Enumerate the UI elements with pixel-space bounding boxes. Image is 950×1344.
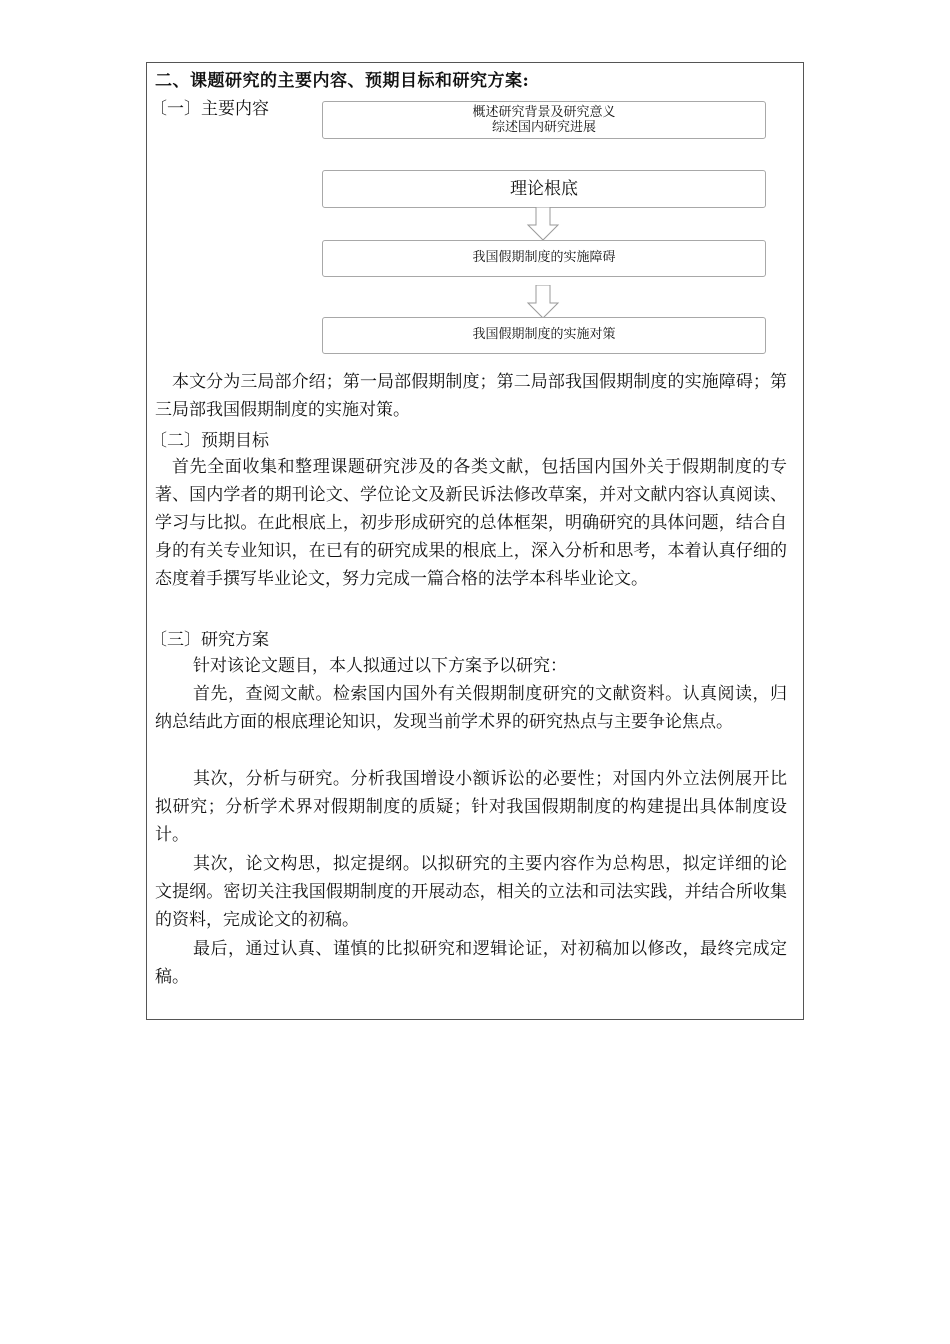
flow-box-theory (322, 170, 766, 208)
part3-heading: 〔三〕研究方案 (150, 630, 269, 650)
flow-box-background-line1: 概述研究背景及研究意义 (472, 105, 616, 120)
flow-box-obstacles (322, 240, 766, 277)
flow-box-theory-label: 理论根底 (510, 179, 578, 199)
flow-box-countermeasures-label: 我国假期制度的实施对策 (472, 327, 616, 342)
flow-box-background-line2: 综述国内研究进展 (491, 120, 596, 135)
down-arrow-icon (526, 207, 560, 241)
section-title: 二、课题研究的主要内容、预期目标和研究方案: (155, 71, 530, 91)
part3-step2: 其次，分析与研究。分析我国增设小额诉讼的必要性；对国内外立法例展开比拟研究；分析学术界对假期制度的质疑；针对我国假期制度的构建提出具体制度设计。 (155, 769, 787, 845)
part3-step1: 首先，查阅文献。检索国内国外有关假期制度研究的文献资料。认真阅读，归纳总结此方面的根底理论知识，发现当前学术界的研究热点与主要争论焦点。 (155, 684, 787, 732)
part3-step4: 最后，通过认真、谨慎的比拟研究和逻辑论证，对初稿加以修改，最终完成定稿。 (155, 939, 787, 987)
part2-text: 首先全面收集和整理课题研究涉及的各类文献，包括国内国外关于假期制度的专著、国内学者的期刊论文、学位论文及新民诉法修改草案，并对文献内容认真阅读、学习与比拟。在此根底上，初步形成研究的总体框架，明确研究的具体问题，结合自身的有关专业知识，在已有的研究成果的根底上，深入分析和思考，本着认真仔细的态度着手撰写毕业论文，努力完成一篇合格的法学本科毕业论文。 (155, 457, 787, 589)
part1-heading: 〔一〕主要内容 (150, 99, 269, 119)
down-arrow-icon (526, 285, 560, 319)
part1-summary: 本文分为三局部介绍；第一局部假期制度；第二局部我国假期制度的实施障碍；第三局部我国假期制度的实施对策。 (155, 372, 787, 420)
flow-box-obstacles-label: 我国假期制度的实施障碍 (472, 250, 616, 265)
flow-box-background (322, 101, 766, 139)
part3-step3: 其次，论文构思，拟定提纲。以拟研究的主要内容作为总构思，拟定详细的论文提纲。密切关注我国假期制度的开展动态，相关的立法和司法实践，并结合所收集的资料，完成论文的初稿。 (155, 854, 787, 930)
part2-heading: 〔二〕预期目标 (150, 431, 269, 451)
flow-box-countermeasures (322, 317, 766, 354)
part3-intro: 针对该论文题目，本人拟通过以下方案予以研究： (193, 656, 567, 676)
